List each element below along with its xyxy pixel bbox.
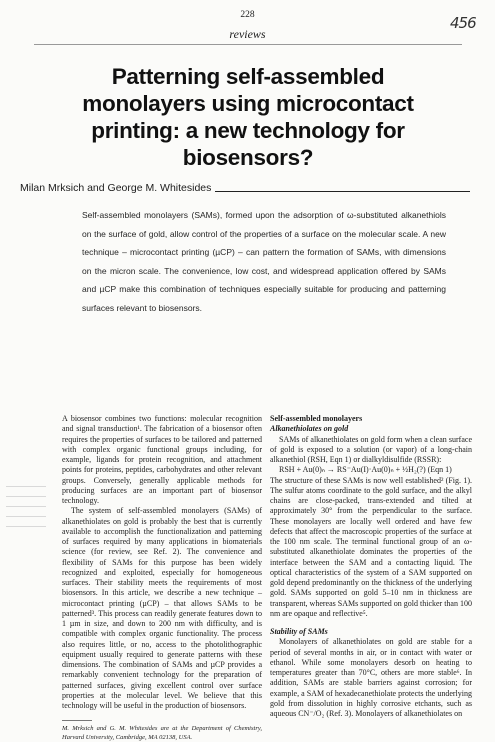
footnote-rule bbox=[62, 720, 92, 721]
subsection-heading: Stability of SAMs bbox=[270, 627, 328, 636]
body-paragraph: A biosensor combines two functions: molecular recognition and signal transduction¹. The fabrication of a biosensor often requires the properties of surfaces to be tailored and patterned with complex organic functional groups including, for example, ligands for protein recognition, and attachment points for proteins, peptides, carbohydrates and other relevant groups. Conversely, generally applicable methods for producing surfaces are an important part of biosensor technology. bbox=[62, 414, 262, 505]
authors: Milan Mrksich and George M. Whitesides bbox=[20, 182, 212, 194]
authors-row bbox=[20, 182, 470, 194]
section-label: reviews bbox=[229, 27, 266, 41]
authors-rule bbox=[215, 191, 470, 192]
abstract: Self-assembled monolayers (SAMs), formed upon the adsorption of ω-substituted alkanethiols on the surface of gold, allow control of the properties of a surface on the molecular scale. A new technique – microcontact printing (µCP) – can pattern the formation of SAMs, with dimensions on the micron scale. The convenience, low cost, and widespread application offered by SAMs and µCP make this combination of techniques especially suitable for producing and patterning surfaces relevant to biosensors. bbox=[82, 210, 446, 313]
body-paragraph: The structure of these SAMs is now well established² (Fig. 1). The sulfur atoms coordinate to the gold surface, and the alkyl chains are close-packed, trans-extended and tilted at approximately 30° from the perpendicular to the surface. These monolayers are locally well ordered and have few defects that affect the macroscopic properties of the surface at the 100 nm scale. The terminal functional group of an ω-substituted alkanethiolate dominates the properties of the interface between the SAM and a contacting liquid. The optical characteristics of the system of a SAM supported on gold depend predominantly on the thickness of the underlying gold. SAMs supported on gold 5–10 nm in thickness are transparent, whereas SAMs supported on gold thicker than 100 nm are opaque and reflective⁵. bbox=[270, 475, 472, 618]
subsection-heading: Alkanethiolates on gold bbox=[270, 424, 349, 434]
author-affiliation: M. Mrksich and G. M. Whitesides are at the Department of Chemistry, Harvard University, Cambridge, MA 02138, USA. bbox=[62, 725, 262, 741]
margin-marks bbox=[6, 486, 46, 538]
header-rule bbox=[34, 44, 462, 45]
equation: RSH + Au(0)ₙ → RS⁻Au(I)·Au(0)ₙ + ½H₂(?) (Eqn 1) bbox=[279, 465, 452, 475]
article-title: Patterning self-assembled monolayers using microcontact printing: a new technology for biosensors? bbox=[82, 64, 414, 170]
handwritten-annotation: 456 bbox=[450, 14, 476, 32]
body-paragraph: Monolayers of alkanethiolates on gold are stable for a period of several months in air, or in contact with water or ethanol. While some monolayers desorb on heating to temperatures greater than 70°C, others are more stable⁶. In addition, SAMs are stable barriers against corrosion; for example, a SAM of hexadecanethiolate protects the underlying gold from dissolution in highly corrosive etchants, such as aqueous CN⁻/O₂ (Ref. 3). Monolayers of alkanethiolates on bbox=[270, 637, 472, 718]
page-number: 228 bbox=[240, 10, 255, 20]
body-paragraph: SAMs of alkanethiolates on gold form when a clean surface of gold is exposed to a solution (or vapor) of a long-chain alkanethiol (RSH, Eqn 1) or dialkyldisulfide (RSSR): bbox=[270, 434, 472, 464]
right-column bbox=[270, 414, 472, 719]
body-paragraph: The system of self-assembled monolayers (SAMs) of alkanethiolates on gold is probably the best that is currently available to accomplish the functionalization and patterning of surfaces required by many applications in biomaterials science (for review, see Ref. 2). The convenience and flexibility of SAMs for this purpose has been widely recognized and exploited, especially for homogeneous surfaces. Their stability meets the requirements of most biosensors. In this article, we describe a new technique – microcontact printing (µCP) – that allows SAMs to be patterned³. This process can readily generate features down to 1 µm in size, and down to 200 nm with difficulty, and is compatible with complex organic functionality. The process also requires little, or no, access to the photolithographic equipment usually required to generate patterns with these dimensions. The combination of SAMs and µCP provides a remarkably convenient technology for the preparation of patterned surfaces, giving excellent control over surface properties at the molecular level. We believe that this technology will be useful in the production of biosensors. bbox=[62, 506, 262, 710]
section-heading: Self-assembled monolayers bbox=[270, 414, 363, 423]
left-column bbox=[62, 414, 262, 742]
